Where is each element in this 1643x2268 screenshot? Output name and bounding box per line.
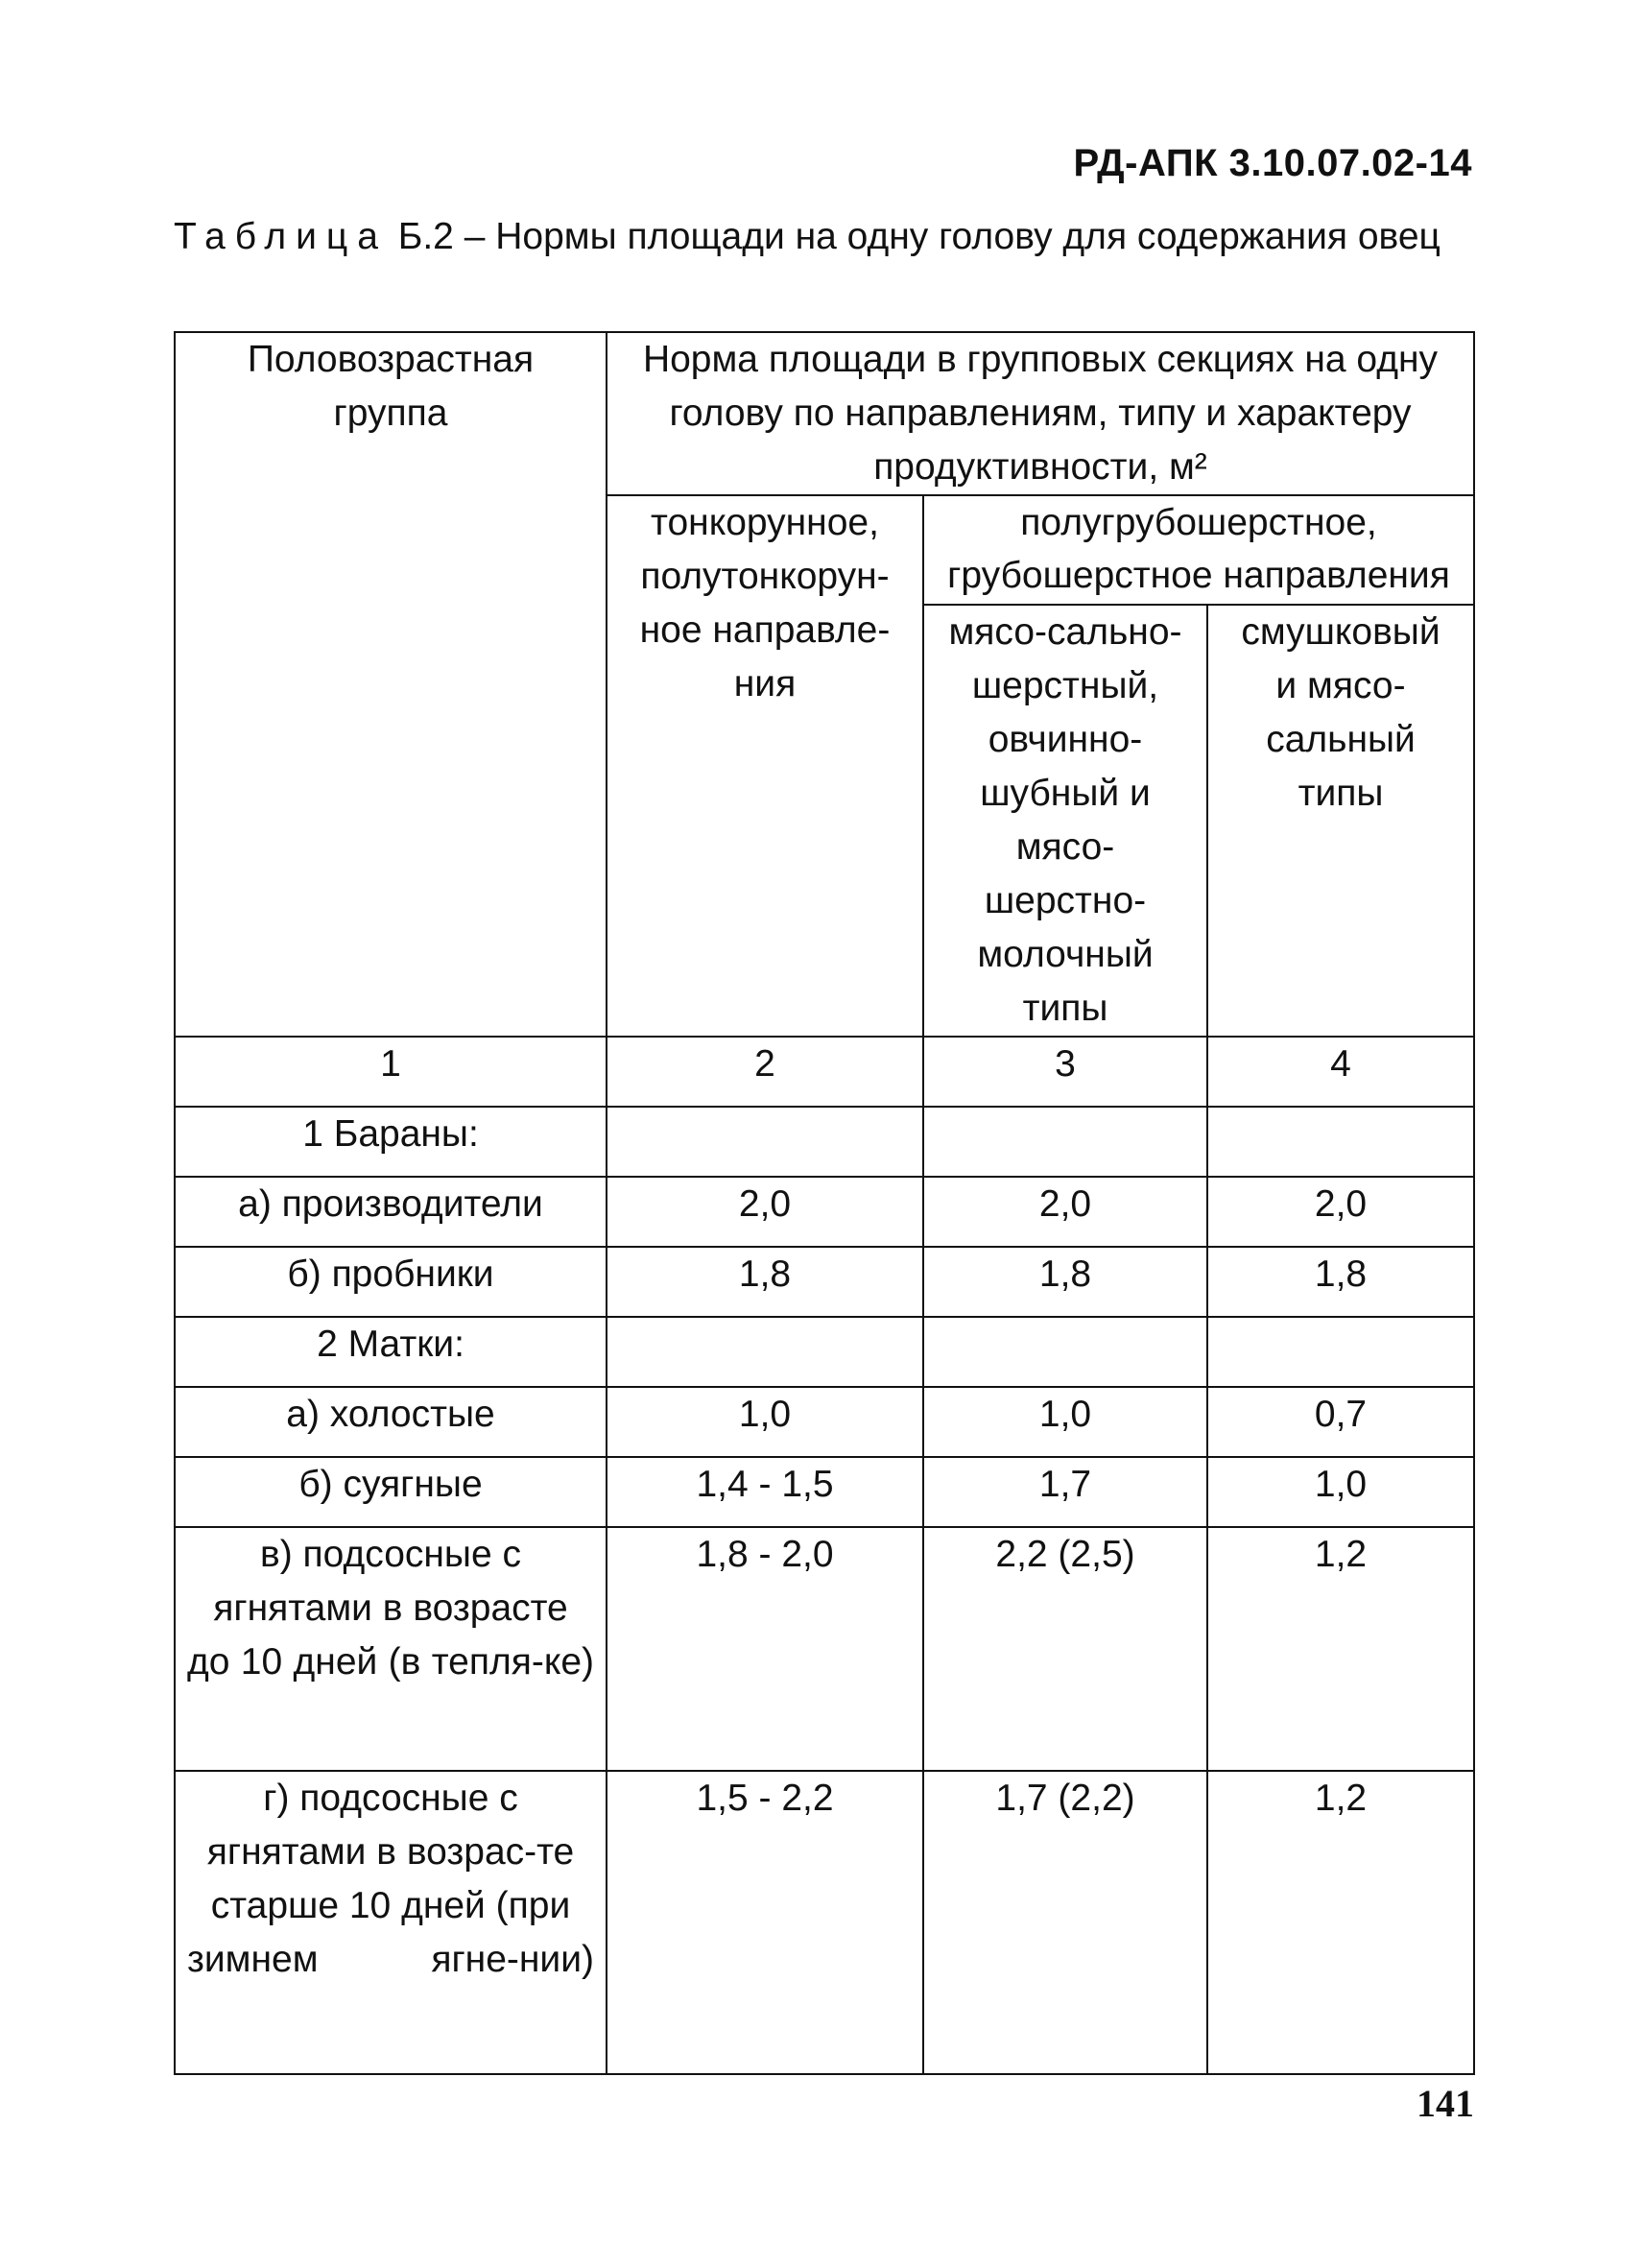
row-label: б) суягные (175, 1457, 607, 1527)
table-row (175, 1387, 1474, 1457)
column-number: 2 (607, 1037, 923, 1107)
norms-table (174, 331, 1475, 2075)
row-value-col3: 1,8 (923, 1247, 1207, 1317)
header-group-col: Половозрастная группа (175, 332, 607, 1037)
table-row (175, 1107, 1474, 1177)
row-value-col2: 1,8 - 2,0 (607, 1527, 923, 1771)
header-col3: мясо-сально- шерстный, овчинно- шубный и мясо- шерстно- молочный типы (923, 605, 1207, 1037)
caption-text: Б.2 – Нормы площади на одну голову для содержания овец (387, 216, 1441, 257)
row-label: а) холостые (175, 1387, 607, 1457)
row-value-col4: 2,0 (1207, 1177, 1474, 1247)
row-value-col2: 2,0 (607, 1177, 923, 1247)
row-value-col4: 1,2 (1207, 1527, 1474, 1771)
document-code: РД-АПК 3.10.07.02-14 (1073, 142, 1472, 184)
row-value-col2 (607, 1317, 923, 1387)
header-col34-group: полугрубошерстное, грубошерстное направления (923, 495, 1474, 605)
header-norm-title: Норма площади в групповых секциях на одну голову по направлениям, типу и характеру продуктивности, м² (607, 332, 1474, 495)
row-value-col2: 1,4 - 1,5 (607, 1457, 923, 1527)
table-row (175, 1247, 1474, 1317)
row-value-col2: 1,8 (607, 1247, 923, 1317)
row-value-col4: 1,8 (1207, 1247, 1474, 1317)
row-value-col4: 1,2 (1207, 1771, 1474, 2074)
row-value-col4 (1207, 1317, 1474, 1387)
page-number: 141 (1417, 2082, 1474, 2125)
row-value-col3 (923, 1317, 1207, 1387)
row-value-col3 (923, 1107, 1207, 1177)
row-value-col4 (1207, 1107, 1474, 1177)
header-col4: смушковый и мясо- сальный типы (1207, 605, 1474, 1037)
table-row (175, 1527, 1474, 1771)
row-value-col2: 1,0 (607, 1387, 923, 1457)
row-value-col2 (607, 1107, 923, 1177)
row-value-col4: 0,7 (1207, 1387, 1474, 1457)
row-value-col3: 2,0 (923, 1177, 1207, 1247)
row-label: б) пробники (175, 1247, 607, 1317)
table-row (175, 1317, 1474, 1387)
table-row (175, 1177, 1474, 1247)
row-value-col4: 1,0 (1207, 1457, 1474, 1527)
column-number-row (175, 1037, 1474, 1107)
header-col2: тонкорунное, полутонкорун- ное направле- ния (607, 495, 923, 1037)
table-row (175, 1457, 1474, 1527)
row-label: а) производители (175, 1177, 607, 1247)
table-row (175, 1771, 1474, 2074)
header-row-1 (175, 332, 1474, 495)
row-label: в) подсосные с ягнятами в возрасте до 10 дней (в тепля-ке) (175, 1527, 607, 1771)
row-label: 2 Матки: (175, 1317, 607, 1387)
column-number: 4 (1207, 1037, 1474, 1107)
caption-label: Таблица (174, 216, 388, 257)
row-value-col3: 1,0 (923, 1387, 1207, 1457)
row-label: г) подсосные с ягнятами в возрас-те старше 10 дней (при зимнем ягне-нии) (175, 1771, 607, 2074)
row-value-col2: 1,5 - 2,2 (607, 1771, 923, 2074)
row-value-col3: 1,7 (2,2) (923, 1771, 1207, 2074)
table-caption (174, 209, 1471, 264)
row-label: 1 Бараны: (175, 1107, 607, 1177)
column-number: 1 (175, 1037, 607, 1107)
row-value-col3: 2,2 (2,5) (923, 1527, 1207, 1771)
column-number: 3 (923, 1037, 1207, 1107)
row-value-col3: 1,7 (923, 1457, 1207, 1527)
